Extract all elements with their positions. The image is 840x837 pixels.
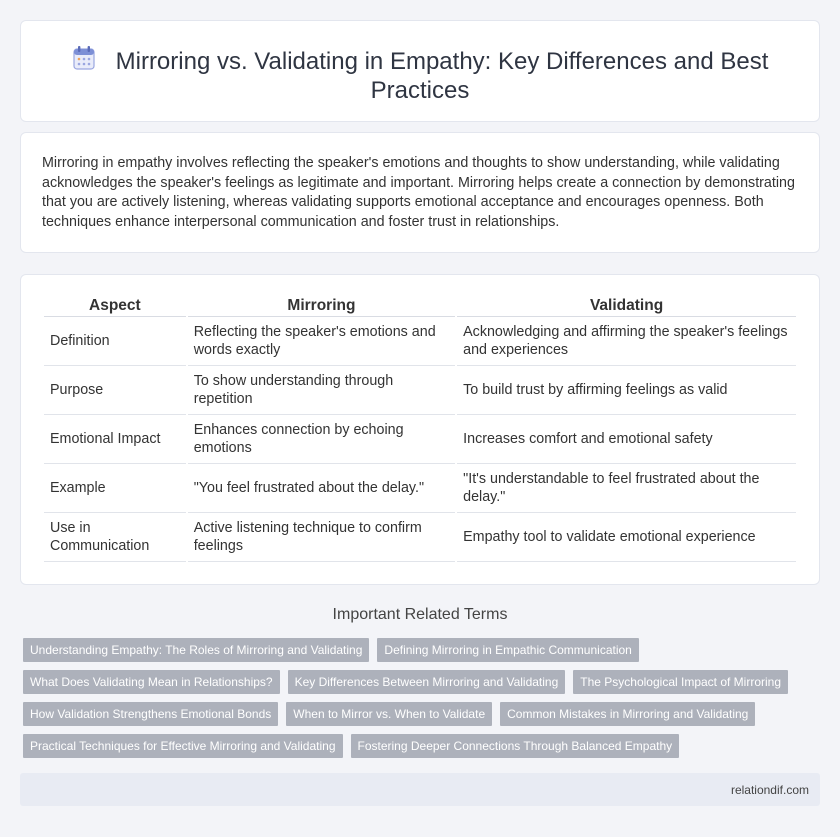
table-cell: Acknowledging and affirming the speaker's feelings and experiences [457,317,796,366]
table-cell: Use in Communication [44,513,186,562]
table-cell: Definition [44,317,186,366]
table-cell: To show understanding through repetition [188,366,455,415]
table-row [44,317,796,366]
comparison-table [42,295,798,562]
header-validating: Validating [457,295,796,317]
related-term-link[interactable]: The Psychological Impact of Mirroring [573,670,788,694]
tag-row [23,638,823,662]
page-title [61,45,779,105]
related-term-link[interactable]: Defining Mirroring in Empathic Communication [377,638,638,662]
related-term-link[interactable]: Common Mistakes in Mirroring and Validating [500,702,755,726]
table-cell: Example [44,464,186,513]
intro-card [20,132,820,253]
table-row [44,366,796,415]
table-cell: Emotional Impact [44,415,186,464]
related-terms-list [23,638,823,766]
related-term-link[interactable]: Understanding Empathy: The Roles of Mirroring and Validating [23,638,369,662]
table-cell: Enhances connection by echoing emotions [188,415,455,464]
table-row [44,464,796,513]
table-cell: Purpose [44,366,186,415]
table-row [44,415,796,464]
related-term-link[interactable]: When to Mirror vs. When to Validate [286,702,492,726]
table-cell: Active listening technique to confirm feelings [188,513,455,562]
table-cell: Empathy tool to validate emotional experience [457,513,796,562]
title-card [20,20,820,122]
related-term-link[interactable]: How Validation Strengthens Emotional Bonds [23,702,278,726]
tag-row [23,734,823,758]
table-cell: Increases comfort and emotional safety [457,415,796,464]
related-terms-heading: Important Related Terms [332,606,508,623]
tag-row [23,670,823,694]
table-cell: Reflecting the speaker's emotions and words exactly [188,317,455,366]
intro-paragraph: Mirroring in empathy involves reflecting the speaker's emotions and thoughts to show understanding, while validating acknowledges the speaker's feelings as legitimate and important. Mirroring helps create a connection by demonstrating that you are actively listening, whereas validating supports emotional acceptance and encourages openness. Both techniques enhance interpersonal communication and foster trust in relationships. [42,155,795,230]
header-aspect: Aspect [44,295,186,317]
table-cell: "It's understandable to feel frustrated about the delay." [457,464,796,513]
related-term-link[interactable]: What Does Validating Mean in Relationships? [23,670,280,694]
comparison-table-card [20,274,820,585]
footer [20,773,820,806]
table-cell: "You feel frustrated about the delay." [188,464,455,513]
footer-site-name: relationdif.com [730,783,809,797]
calendar-icon [72,45,96,71]
table-cell: To build trust by affirming feelings as valid [457,366,796,415]
related-term-link[interactable]: Key Differences Between Mirroring and Validating [288,670,566,694]
header-mirroring: Mirroring [188,295,455,317]
tag-row [23,702,823,726]
related-term-link[interactable]: Practical Techniques for Effective Mirroring and Validating [23,734,343,758]
table-row [44,513,796,562]
table-header-row [44,295,796,317]
page-title-text: Mirroring vs. Validating in Empathy: Key Differences and Best Practices [115,48,769,104]
related-term-link[interactable]: Fostering Deeper Connections Through Balanced Empathy [351,734,680,758]
